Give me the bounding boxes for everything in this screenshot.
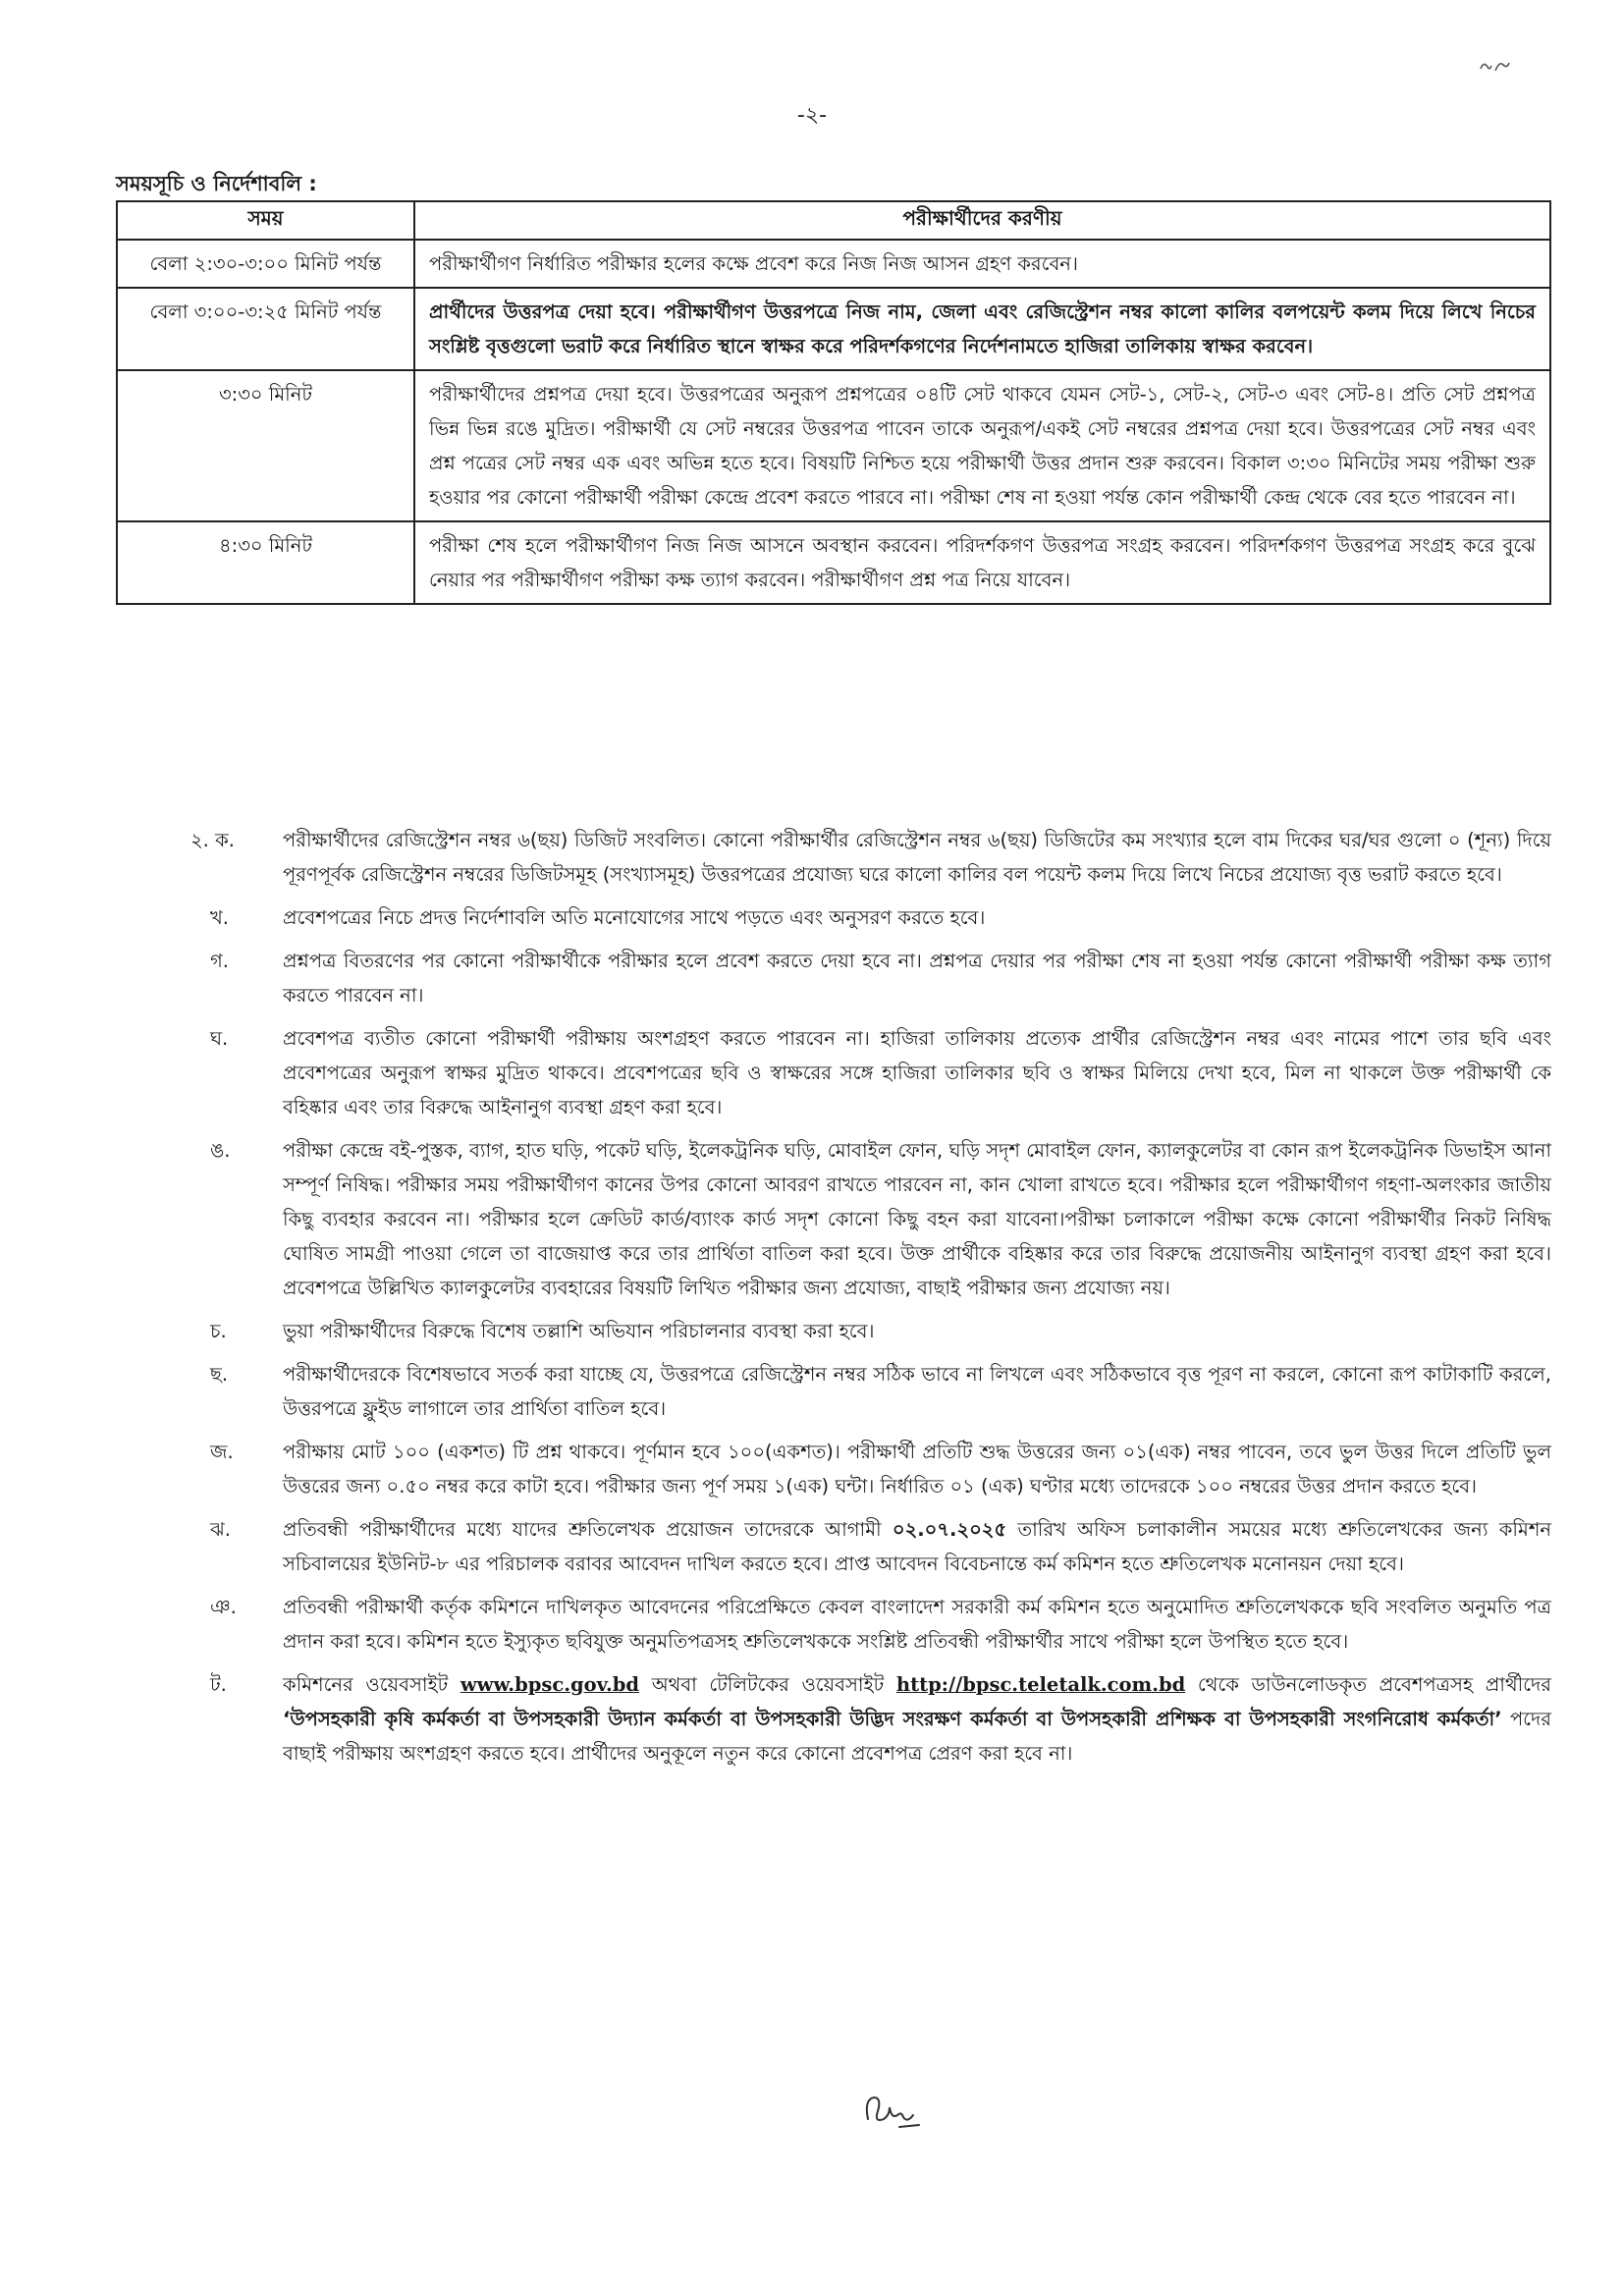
item-text: প্রবেশপত্রের নিচে প্রদত্ত নির্দেশাবলি অতি মনোযোগের সাথে পড়তে এবং অনুসরণ করতে হবে। — [283, 906, 986, 929]
page-number: -২- — [796, 103, 828, 128]
schedule-table — [116, 200, 1551, 605]
list-item — [187, 1357, 1551, 1426]
item-label: গ. — [210, 950, 229, 972]
item-text-part: প্রতিবন্ধী পরীক্ষার্থীদের মধ্যে যাদের শ্রুতিলেখক প্রয়োজন তাদেরকে আগামী — [283, 1518, 893, 1541]
section-title: সময়সূচি ও নির্দেশাবলি : — [116, 172, 317, 195]
item-text: পরীক্ষায় মোট ১০০ (একশত) টি প্রশ্ন থাকবে। পূর্ণমান হবে ১০০(একশত)। পরীক্ষার্থী প্রতিটি শুদ্ধ উত্তরের জন্য ০১(এক) নম্বর পাবেন, তবে ভুল উত্তর দিলে প্রতিটি ভুল উত্তরের জন্য ০.৫০ নম্বর করে কাটা হবে। পরীক্ষার জন্য পূর্ণ সময় ১(এক) ঘন্টা। নির্ধারিত ০১ (এক) ঘণ্টার মধ্যে তাদেরকে ১০০ নম্বরের উত্তর প্রদান করতে হবে। — [283, 1441, 1551, 1498]
item-text — [283, 1667, 1551, 1770]
table-row — [117, 521, 1550, 604]
duty-cell: পরীক্ষার্থীগণ নির্ধারিত পরীক্ষার হলের কক্ষে প্রবেশ করে নিজ নিজ আসন গ্রহণ করবেন। — [414, 240, 1550, 288]
handwritten-signature — [860, 2090, 923, 2135]
item-text: পরীক্ষার্থীদেরকে বিশেষভাবে সতর্ক করা যাচ্ছে যে, উত্তরপত্রে রেজিস্ট্রেশন নম্বর সঠিক ভাবে না লিখলে এবং সঠিকভাবে বৃত্ত পূরণ না করলে, কোনো রূপ কাটাকাটি করলে, উত্তরপত্রে ফ্লুইড লাগালে তার প্রার্থিতা বাতিল হবে। — [283, 1363, 1551, 1420]
item-text: ভুয়া পরীক্ষার্থীদের বিরুদ্ধে বিশেষ তল্লাশি অভিযান পরিচালনার ব্যবস্থা করা হবে। — [283, 1320, 875, 1342]
list-item — [187, 1667, 1551, 1770]
item-text: পরীক্ষার্থীদের রেজিস্ট্রেশন নম্বর ৬(ছয়) ডিজিট সংবলিত। কোনো পরীক্ষার্থীর রেজিস্ট্রেশন নম্বর ৬(ছয়) ডিজিটের কম সংখ্যার হলে বাম দিকের ঘর/ঘর গুলো ০ (শূন্য) দিয়ে পূরণপূর্বক রেজিস্ট্রেশন নম্বরের ডিজিটসমূহ (সংখ্যাসমূহ) উত্তরপত্রের প্রযোজ্য ঘরে কালো কালির বল পয়েন্ট কলম দিয়ে লিখে নিচের প্রযোজ্য বৃত্ত ভরাট করতে হবে। — [283, 829, 1551, 886]
list-item — [187, 1512, 1551, 1581]
item-text: প্রশ্নপত্র বিতরণের পর কোনো পরীক্ষার্থীকে পরীক্ষার হলে প্রবেশ করতে দেয়া হবে না। প্রশ্নপত্র দেয়ার পর পরীক্ষা শেষ না হওয়া পর্যন্ত কোনো পরীক্ষার্থী পরীক্ষা কক্ষ ত্যাগ করতে পারবেন না। — [283, 950, 1551, 1007]
item-label: ঙ. — [210, 1139, 231, 1162]
teletalk-website-link[interactable]: http://bpsc.teletalk.com.bd — [895, 1673, 1186, 1696]
item-label: ট. — [210, 1673, 227, 1696]
list-item — [187, 1021, 1551, 1124]
table-header-duty: পরীক্ষার্থীদের করণীয় — [414, 201, 1550, 240]
item-text-part: পদের বাছাই পরীক্ষায় অংশগ্রহণ করতে হবে। প্রার্থীদের অনুকূলে নতুন করে কোনো প্রবেশপত্র প্রেরণ করা হবে না। — [283, 1708, 1551, 1765]
duty-cell: প্রার্থীদের উত্তরপত্র দেয়া হবে। পরীক্ষার্থীগণ উত্তরপত্রে নিজ নাম, জেলা এবং রেজিস্ট্রেশন নম্বর কালো কালির বলপয়েন্ট কলম দিয়ে লিখে নিচের সংশ্লিষ্ট বৃত্তগুলো ভরাট করে নির্ধারিত স্থানে স্বাক্ষর করে পরিদর্শকগণের নির্দেশনামতে হাজিরা তালিকায় স্বাক্ষর করবেন। — [414, 288, 1550, 370]
item-label: চ. — [210, 1320, 227, 1342]
time-cell: বেলা ৩:০০-৩:২৫ মিনিট পর্যন্ত — [117, 288, 414, 370]
commission-website-link[interactable]: www.bpsc.gov.bd — [460, 1673, 640, 1696]
item-text: পরীক্ষা কেন্দ্রে বই-পুস্তক, ব্যাগ, হাত ঘড়ি, পকেট ঘড়ি, ইলেকট্রনিক ঘড়ি, মোবাইল ফোন, ঘড়ি সদৃশ মোবাইল ফোন, ক্যালকুলেটর বা কোন রূপ ইলেকট্রনিক ডিভাইস আনা সম্পূর্ণ নিষিদ্ধ। পরীক্ষার সময় পরীক্ষার্থীগণ কানের উপর কোনো আবরণ রাখতে পারবেন না, কান খোলা রাখতে হবে। পরীক্ষার হলে পরীক্ষার্থীগণ গহণা-অলংকার জাতীয় কিছু ব্যবহার করবেন না। পরীক্ষার হলে ক্রেডিট কার্ড/ব্যাংক কার্ড সদৃশ কোনো কিছু বহন করা যাবেনা।পরীক্ষা চলাকালে পরীক্ষা কক্ষে কোনো পরীক্ষার্থীর নিকট নিষিদ্ধ ঘোষিত সামগ্রী পাওয়া গেলে তা বাজেয়াপ্ত করে তার প্রার্থিতা বাতিল করা হবে। উক্ত প্রার্থীকে বহিষ্কার করে তার বিরুদ্ধে প্রয়োজনীয় আইনানুগ ব্যবস্থা গ্রহণ করা হবে। প্রবেশপত্রে উল্লিখিত ক্যালকুলেটর ব্যবহারের বিষয়টি লিখিত পরীক্ষার জন্য প্রযোজ্য, বাছাই পরীক্ষার জন্য প্রযোজ্য নয়। — [283, 1139, 1551, 1299]
post-names: ‘উপসহকারী কৃষি কর্মকর্তা বা উপসহকারী উদ্যান কর্মকর্তা বা উপসহকারী উদ্ভিদ সংরক্ষণ কর্মকর্তা বা উপসহকারী প্রশিক্ষক বা উপসহকারী সংগনিরোধ কর্মকর্তা’ — [283, 1708, 1502, 1730]
list-item — [187, 1435, 1551, 1503]
table-row — [117, 240, 1550, 288]
time-cell: বেলা ২:৩০-৩:০০ মিনিট পর্যন্ত — [117, 240, 414, 288]
instruction-list — [187, 823, 1551, 1779]
table-row — [117, 370, 1550, 521]
item-text-part: কমিশনের ওয়েবসাইট — [283, 1673, 460, 1696]
item-label: ছ. — [210, 1363, 229, 1386]
duty-cell: পরীক্ষা শেষ হলে পরীক্ষার্থীগণ নিজ নিজ আসনে অবস্থান করবেন। পরিদর্শকগণ উত্তরপত্র সংগ্রহ করবেন। পরিদর্শকগণ উত্তরপত্র সংগ্রহ করে বুঝে নেয়ার পর পরীক্ষার্থীগণ পরীক্ষা কক্ষ ত্যাগ করবেন। পরীক্ষার্থীগণ প্রশ্ন পত্র নিয়ে যাবেন। — [414, 521, 1550, 604]
table-header-time: সময় — [117, 201, 414, 240]
item-text: প্রবেশপত্র ব্যতীত কোনো পরীক্ষার্থী পরীক্ষায় অংশগ্রহণ করতে পারবেন না। হাজিরা তালিকায় প্রত্যেক প্রার্থীর রেজিস্ট্রেশন নম্বর এবং নামের পাশে তার ছবি এবং প্রবেশপত্রের অনুরূপ স্বাক্ষর মুদ্রিত থাকবে। প্রবেশপত্রের ছবি ও স্বাক্ষরের সঙ্গে হাজিরা তালিকার ছবি ও স্বাক্ষর মিলিয়ে দেখা হবে, মিল না থাকলে উক্ত পরীক্ষার্থী কে বহিষ্কার এবং তার বিরুদ্ধে আইনানুগ ব্যবস্থা গ্রহণ করা হবে। — [283, 1027, 1551, 1118]
item-text-part: তারিখ অফিস চলাকালীন সময়ের মধ্যে শ্রুতিলেখকের জন্য কমিশন সচিবালয়ের ইউনিট-৮ এর পরিচালক বরাবর আবেদন দাখিল করতে হবে। প্রাপ্ত আবেদন বিবেচনান্তে কর্ম কমিশন হতে শ্রুতিলেখক মনোনয়ন দেয়া হবে। — [283, 1518, 1551, 1575]
item-label: ২. ক. — [190, 829, 235, 851]
list-item — [187, 944, 1551, 1012]
table-header-row — [117, 201, 1550, 240]
deadline-date: ০২.০৭.২০২৫ — [892, 1518, 1007, 1541]
item-label: জ. — [210, 1441, 234, 1463]
list-item — [187, 1590, 1551, 1659]
list-item — [187, 823, 1551, 892]
item-text: প্রতিবন্ধী পরীক্ষার্থী কর্তৃক কমিশনে দাখিলকৃত আবেদনের পরিপ্রেক্ষিতে কেবল বাংলাদেশ সরকারী কর্ম কমিশন হতে অনুমোদিত শ্রুতিলেখককে ছবি সংবলিত অনুমতি পত্র প্রদান করা হবে। কমিশন হতে ইস্যুকৃত ছবিযুক্ত অনুমতিপত্রসহ শ্রুতিলেখককে সংশ্লিষ্ট প্রতিবন্ধী পরীক্ষার্থীর সাথে পরীক্ষা হলে উপস্থিত হতে হবে। — [283, 1596, 1551, 1653]
list-item — [187, 900, 1551, 935]
item-label: ঝ. — [210, 1518, 231, 1541]
time-cell: ৩:৩০ মিনিট — [117, 370, 414, 521]
item-text-part: থেকে ডাউনলোডকৃত প্রবেশপত্রসহ প্রার্থীদের — [1185, 1673, 1551, 1696]
item-text-part: অথবা টেলিটকের ওয়েবসাইট — [639, 1673, 896, 1696]
item-text — [283, 1512, 1551, 1581]
item-label: খ. — [210, 906, 230, 929]
item-label: ঞ. — [210, 1596, 237, 1618]
corner-handwritten-mark — [1478, 57, 1511, 77]
item-label: ঘ. — [210, 1027, 229, 1050]
list-item — [187, 1314, 1551, 1348]
duty-cell: পরীক্ষার্থীদের প্রশ্নপত্র দেয়া হবে। উত্তরপত্রের অনুরূপ প্রশ্নপত্রের ০৪টি সেট থাকবে যেমন সেট-১, সেট-২, সেট-৩ এবং সেট-৪। প্রতি সেট প্রশ্নপত্র ভিন্ন ভিন্ন রঙে মুদ্রিত। পরীক্ষার্থী যে সেট নম্বরের উত্তরপত্র পাবেন তাকে অনুরূপ/একই সেট নম্বরের প্রশ্নপত্র দেয়া হবে। উত্তরপত্রের সেট নম্বর এবং প্রশ্ন পত্রের সেট নম্বর এক এবং অভিন্ন হতে হবে। বিষয়টি নিশ্চিত হয়ে পরীক্ষার্থী উত্তর প্রদান শুরু করবেন। বিকাল ৩:৩০ মিনিটের সময় পরীক্ষা শুরু হওয়ার পর কোনো পরীক্ষার্থী পরীক্ষা কেন্দ্রে প্রবেশ করতে পারবে না। পরীক্ষা শেষ না হওয়া পর্যন্ত কোন পরীক্ষার্থী কেন্দ্র থেকে বের হতে পারবেন না। — [414, 370, 1550, 521]
list-item — [187, 1133, 1551, 1305]
time-cell: ৪:৩০ মিনিট — [117, 521, 414, 604]
table-row — [117, 288, 1550, 370]
